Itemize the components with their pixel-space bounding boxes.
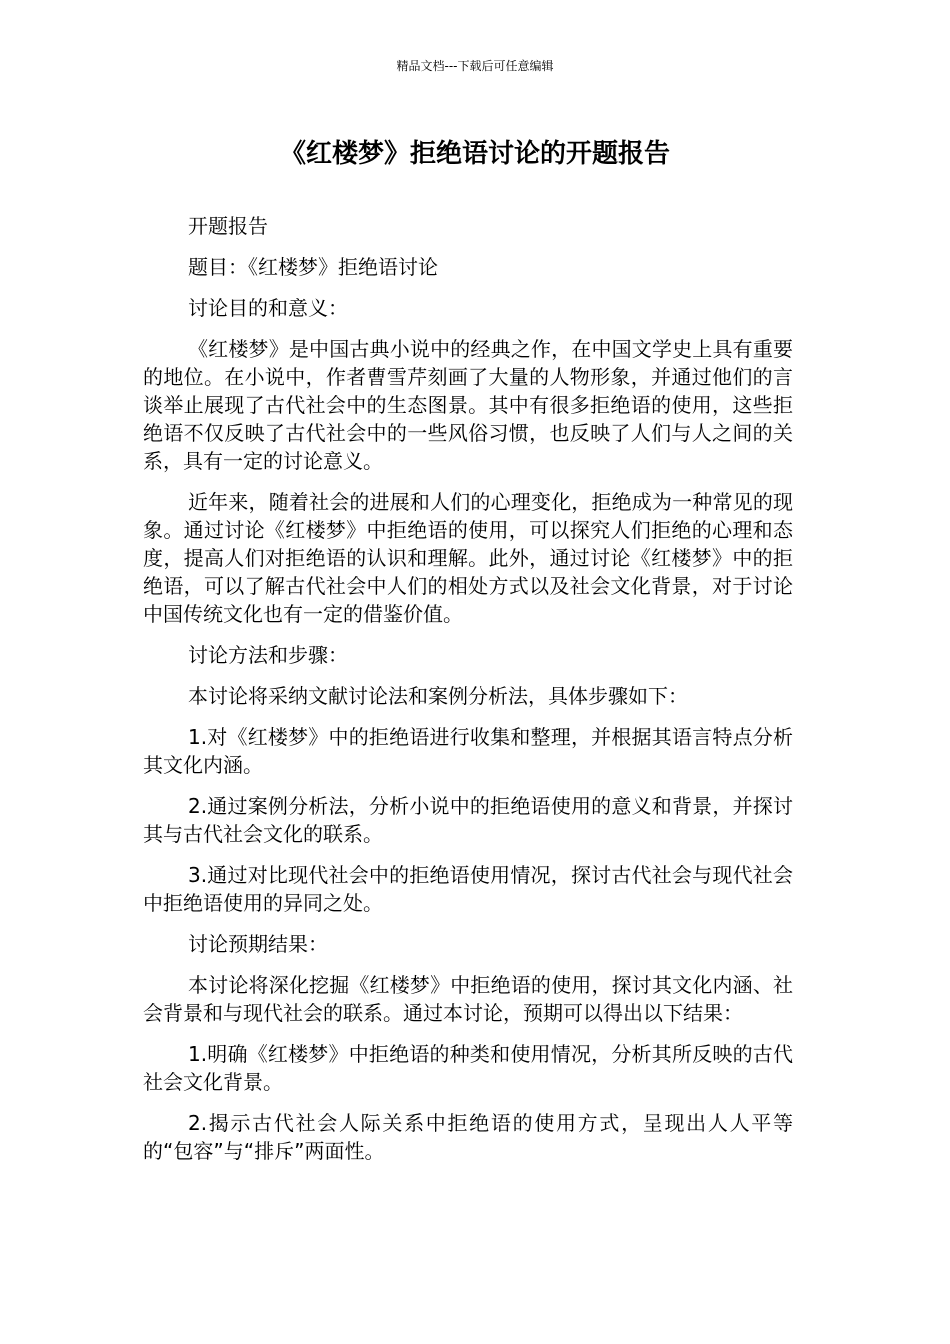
paragraph: 开题报告 [188, 214, 268, 238]
paragraph: 2.揭示古代社会人际关系中拒绝语的使用方式，呈现出人人平等的“包容”与“排斥”两面性。 [143, 1111, 793, 1163]
document-title: 《红楼梦》拒绝语讨论的开题报告 [279, 139, 670, 169]
paragraph: 讨论方法和步骤： [188, 643, 348, 667]
paragraph: 近年来，随着社会的进展和人们的心理变化，拒绝成为一种常见的现象。通过讨论《红楼梦》中拒绝语的使用，可以探究人们拒绝的心理和态度，提高人们对拒绝语的认识和理解。此外，通过讨论《红楼梦》中的拒绝语，可以了解古代社会中人们的相处方式以及社会文化背景，对于讨论中国传统文化也有一定的借鉴价值。 [143, 490, 793, 626]
paragraph: 3.通过对比现代社会中的拒绝语使用情况，探讨古代社会与现代社会中拒绝语使用的异同之处。 [143, 863, 793, 915]
paragraph: 讨论目的和意义： [188, 296, 348, 320]
paragraph: 1.明确《红楼梦》中拒绝语的种类和使用情况，分析其所反映的古代社会文化背景。 [143, 1042, 793, 1094]
paragraph: 《红楼梦》是中国古典小说中的经典之作，在中国文学史上具有重要的地位。在小说中，作者曹雪芹刻画了大量的人物形象，并通过他们的言谈举止展现了古代社会中的生态图景。其中有很多拒绝语的使用，这些拒绝语不仅反映了古代社会中的一些风俗习惯，也反映了人们与人之间的关系，具有一定的讨论意义。 [143, 337, 793, 473]
paragraph: 本讨论将采纳文献讨论法和案例分析法，具体步骤如下： [188, 684, 688, 708]
paragraph: 讨论预期结果： [188, 932, 328, 956]
paragraph: 本讨论将深化挖掘《红楼梦》中拒绝语的使用，探讨其文化内涵、社会背景和与现代社会的联系。通过本讨论，预期可以得出以下结果： [143, 973, 793, 1025]
document-body [143, 212, 793, 1178]
paragraph: 2.通过案例分析法，分析小说中的拒绝语使用的意义和背景，并探讨其与古代社会文化的联系。 [143, 794, 793, 846]
header-note: 精品文档---下载后可任意编辑 [396, 59, 554, 73]
paragraph: 题目：《红楼梦》拒绝语讨论 [188, 255, 438, 279]
paragraph: 1.对《红楼梦》中的拒绝语进行收集和整理，并根据其语言特点分析其文化内涵。 [143, 725, 793, 777]
